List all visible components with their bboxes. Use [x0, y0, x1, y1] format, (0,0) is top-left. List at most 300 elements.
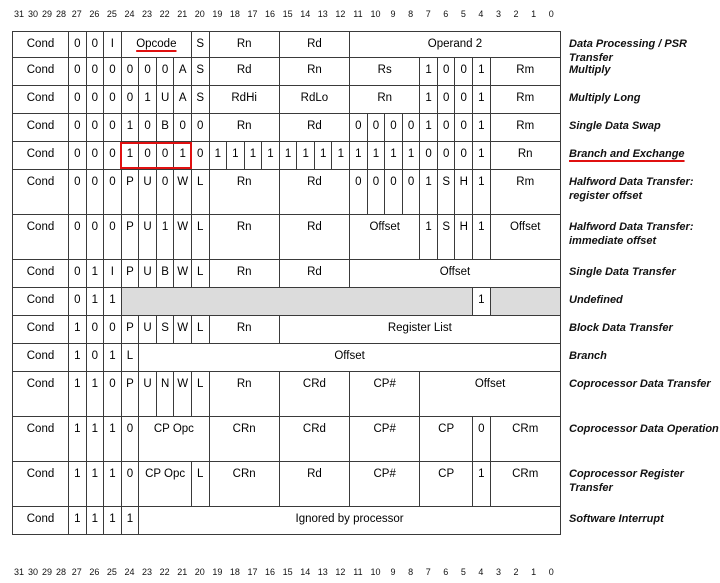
cond-field: [13, 288, 69, 316]
cond-field: [13, 344, 69, 372]
bit-field: [86, 142, 104, 170]
bit-number: 18: [229, 9, 240, 19]
bit-field: [121, 462, 139, 507]
bit-field: [121, 114, 139, 142]
field-text: CP: [438, 423, 455, 435]
field-text: 1: [74, 468, 81, 480]
field-text: Register List: [387, 322, 452, 334]
field-text: Cond: [26, 148, 55, 160]
field-text: Rm: [516, 176, 535, 188]
instruction-type-label: Multiply: [569, 64, 611, 76]
bit-number: 7: [425, 9, 431, 19]
bit-number: 7: [425, 567, 431, 577]
field-text: 1: [337, 148, 344, 160]
bit-number: 15: [282, 567, 293, 577]
bit-field: [279, 260, 349, 288]
field-text: W: [177, 221, 189, 233]
bit-field: [209, 32, 279, 58]
field-text: 1: [179, 148, 186, 160]
bit-field: [156, 260, 174, 288]
bit-field: [279, 372, 349, 417]
field-text: 1: [126, 148, 134, 160]
field-text: 0: [74, 266, 81, 278]
bit-number: 17: [247, 567, 258, 577]
bit-number: 13: [317, 9, 328, 19]
bit-number: 31: [13, 9, 24, 19]
field-text: U: [143, 266, 152, 278]
bit-field: [104, 372, 122, 417]
field-text: U: [143, 378, 152, 390]
bit-field: [156, 86, 174, 114]
bit-field: [332, 142, 350, 170]
field-text: Cond: [26, 350, 55, 362]
field-text: Cond: [26, 38, 55, 50]
bit-field: [139, 260, 157, 288]
bit-field: [473, 114, 491, 142]
bit-field: [209, 372, 279, 417]
bit-field: [279, 215, 349, 260]
bit-field: [86, 344, 104, 372]
bit-field: [279, 142, 297, 170]
bit-field: [69, 372, 87, 417]
cond-field: [13, 58, 69, 86]
bit-field: [139, 372, 157, 417]
field-text: 0: [179, 120, 186, 132]
field-text: 0: [91, 221, 99, 233]
field-text: W: [177, 378, 189, 390]
bit-field: [69, 344, 87, 372]
bit-field: [121, 507, 139, 535]
bit-field: [86, 507, 104, 535]
bit-field: [104, 316, 122, 344]
bit-field: [367, 142, 385, 170]
bit-field: [437, 86, 455, 114]
field-text: P: [126, 378, 134, 390]
field-text: 0: [91, 350, 99, 362]
field-text: 0: [161, 148, 169, 160]
field-text: CRm: [512, 423, 539, 435]
field-text: Rn: [236, 176, 252, 188]
bit-field: [174, 170, 192, 215]
bit-number: 24: [124, 9, 135, 19]
bit-field: [420, 114, 438, 142]
field-text: Rd: [307, 221, 322, 233]
bit-number: 5: [460, 9, 466, 19]
bit-field: [86, 372, 104, 417]
bit-field: [279, 32, 349, 58]
bit-field: [455, 170, 473, 215]
instruction-type-label: Block Data Transfer: [569, 322, 673, 334]
bit-field: [121, 142, 139, 170]
field-text: 1: [478, 92, 485, 104]
field-text: L: [197, 266, 204, 278]
field-text: 0: [442, 64, 450, 76]
field-text: 0: [355, 120, 362, 132]
encoding-row: [13, 32, 561, 58]
field-text: 1: [91, 468, 99, 480]
field-text: 0: [74, 120, 81, 132]
bit-field: [227, 142, 245, 170]
field-text: U: [160, 92, 170, 104]
bit-field: [350, 260, 561, 288]
bit-field: [350, 462, 420, 507]
bit-field: [174, 58, 192, 86]
field-text: 0: [74, 38, 81, 50]
bit-field: [437, 114, 455, 142]
bit-field: [350, 142, 368, 170]
undefined-bits-field: [490, 288, 560, 316]
bit-field: [69, 462, 87, 507]
bit-field: [473, 58, 491, 86]
bit-field: [385, 114, 403, 142]
bit-field: [455, 215, 473, 260]
bit-field: [156, 372, 174, 417]
field-text: Offset: [509, 221, 541, 233]
field-text: W: [177, 266, 189, 278]
bit-field: [69, 316, 87, 344]
field-text: Rd: [307, 468, 322, 480]
bit-number: 10: [370, 9, 381, 19]
bit-number: 6: [443, 567, 449, 577]
field-text: 1: [302, 148, 309, 160]
cond-field: [13, 114, 69, 142]
instruction-type-label: Single Data Transfer: [569, 266, 676, 278]
field-text: 0: [91, 322, 99, 334]
bit-field: [473, 86, 491, 114]
field-text: 0: [144, 64, 151, 76]
field-text: Rn: [236, 120, 252, 132]
field-text: 1: [74, 378, 81, 390]
field-text: Rn: [377, 92, 393, 104]
bit-number: 3: [495, 9, 501, 19]
field-text: S: [196, 38, 205, 50]
bit-field: [121, 86, 139, 114]
field-text: 1: [478, 294, 485, 306]
field-text: 1: [425, 64, 432, 76]
instruction-type-label: Halfword Data Transfer: immediate offset: [569, 221, 694, 247]
bit-field: [350, 417, 420, 462]
field-text: U: [143, 176, 152, 188]
field-text: Cond: [26, 322, 55, 334]
field-text: 1: [74, 513, 81, 525]
cond-field: [13, 170, 69, 215]
bit-field: [86, 417, 104, 462]
bit-number: 22: [159, 9, 170, 19]
field-text: B: [161, 120, 169, 132]
field-text: 1: [161, 221, 169, 233]
field-text: P: [126, 322, 134, 334]
bit-field: [69, 114, 87, 142]
bit-number: 4: [478, 567, 484, 577]
field-text: 0: [425, 148, 432, 160]
bit-field: [121, 58, 139, 86]
field-text: S: [196, 92, 205, 104]
encoding-row: [13, 462, 561, 507]
bit-number: 2: [513, 9, 519, 19]
bit-field: [279, 462, 349, 507]
bit-field: [86, 32, 104, 58]
cond-field: [13, 372, 69, 417]
field-text: 1: [109, 423, 116, 435]
field-text: 0: [126, 92, 134, 104]
encoding-row: [13, 260, 561, 288]
bit-field: [350, 372, 420, 417]
bit-number: 1: [531, 567, 537, 577]
bit-field: [121, 417, 139, 462]
bit-field: [156, 316, 174, 344]
field-text: CRd: [302, 423, 326, 435]
field-text: 1: [249, 148, 257, 160]
field-text: 0: [390, 120, 397, 132]
field-text: Rd: [236, 64, 252, 76]
field-text: 1: [267, 148, 274, 160]
field-text: 0: [109, 322, 116, 334]
bit-field: [191, 215, 209, 260]
field-text: 0: [407, 120, 415, 132]
bit-field: [420, 215, 438, 260]
field-text: 0: [372, 120, 380, 132]
encoding-row: [13, 170, 561, 215]
bit-field: [104, 344, 122, 372]
bit-number: 9: [390, 9, 396, 19]
bit-number: 11: [353, 9, 363, 19]
bit-field: [121, 32, 191, 58]
bit-field: [139, 417, 209, 462]
bit-number: 2: [513, 567, 519, 577]
encoding-row: [13, 114, 561, 142]
bit-number: 25: [106, 9, 117, 19]
instruction-type-label: Coprocessor Data Operation: [569, 423, 719, 435]
bit-number: 12: [335, 567, 346, 577]
bit-number: 15: [282, 9, 293, 19]
bit-number: 11: [353, 567, 363, 577]
bit-field: [473, 288, 491, 316]
field-text: 0: [460, 120, 467, 132]
field-text: 1: [74, 322, 81, 334]
field-text: 0: [372, 176, 380, 188]
field-text: 1: [478, 468, 485, 480]
bit-field: [86, 462, 104, 507]
bit-field: [174, 86, 192, 114]
field-text: Rn: [236, 266, 252, 278]
bit-field: [420, 170, 438, 215]
bit-field: [69, 32, 87, 58]
bit-field: [191, 86, 209, 114]
bit-number: 12: [335, 9, 346, 19]
bit-field: [191, 114, 209, 142]
field-text: P: [126, 266, 134, 278]
bit-field: [69, 86, 87, 114]
bit-field: [86, 58, 104, 86]
bit-number: 10: [370, 567, 381, 577]
bit-numbers-top: [0, 6, 560, 22]
field-text: 1: [425, 176, 432, 188]
bit-field: [350, 170, 368, 215]
field-text: Rn: [236, 221, 252, 233]
bit-field: [156, 114, 174, 142]
cond-field: [13, 462, 69, 507]
field-text: 0: [74, 294, 81, 306]
field-text: 0: [144, 148, 151, 160]
bit-number: 16: [265, 567, 276, 577]
bit-number: 3: [495, 567, 501, 577]
bit-field: [314, 142, 332, 170]
bit-field: [209, 316, 279, 344]
field-text: 1: [478, 120, 485, 132]
bit-field: [139, 215, 157, 260]
bit-field: [350, 86, 420, 114]
bit-field: [104, 507, 122, 535]
field-text: CRd: [302, 378, 326, 390]
field-text: 0: [161, 176, 169, 188]
field-text: 1: [109, 294, 116, 306]
instruction-type-label: Halfword Data Transfer: register offset: [569, 176, 694, 202]
bit-field: [350, 32, 561, 58]
bit-field: [473, 142, 491, 170]
bit-number: 21: [177, 9, 188, 19]
encoding-row: [13, 507, 561, 535]
cond-field: [13, 417, 69, 462]
instruction-type-label: Single Data Swap: [569, 120, 661, 132]
bit-field: [455, 86, 473, 114]
bit-field: [191, 316, 209, 344]
field-text: 1: [74, 423, 81, 435]
instruction-type-label: Branch: [569, 350, 607, 362]
field-text: L: [197, 176, 204, 188]
bit-field: [69, 142, 87, 170]
encoding-row: [13, 58, 561, 86]
field-text: 1: [425, 92, 432, 104]
field-text: 1: [478, 64, 485, 76]
field-text: 0: [407, 176, 415, 188]
bit-field: [139, 344, 561, 372]
field-text: 0: [197, 148, 204, 160]
bit-number: 31: [13, 567, 24, 577]
bit-field: [86, 170, 104, 215]
bit-field: [420, 372, 561, 417]
bit-number: 14: [300, 567, 311, 577]
field-text: S: [442, 176, 450, 188]
bit-field: [69, 170, 87, 215]
field-text: 1: [126, 120, 134, 132]
cond-field: [13, 86, 69, 114]
field-text: Rn: [307, 64, 322, 76]
field-text: Cond: [26, 92, 55, 104]
bit-field: [420, 462, 473, 507]
bit-field: [104, 32, 122, 58]
field-text: H: [459, 176, 468, 188]
field-text: Rn: [517, 148, 533, 160]
field-text: 0: [126, 468, 134, 480]
bit-field: [69, 507, 87, 535]
bit-field: [262, 142, 280, 170]
bit-field: [156, 142, 174, 170]
bit-field: [350, 114, 368, 142]
bit-field: [104, 58, 122, 86]
field-text: 0: [442, 120, 450, 132]
bit-field: [121, 344, 139, 372]
cond-field: [13, 507, 69, 535]
field-text: 0: [109, 64, 116, 76]
field-text: 0: [126, 423, 134, 435]
bit-number: 9: [390, 567, 396, 577]
field-text: A: [178, 64, 187, 76]
bit-number: 14: [300, 9, 311, 19]
bit-field: [86, 316, 104, 344]
field-text: Offset: [439, 266, 471, 278]
bit-number: 0: [548, 567, 554, 577]
bit-field: [455, 142, 473, 170]
field-text: 0: [91, 148, 99, 160]
field-text: 1: [74, 350, 81, 362]
instruction-type-label: Coprocessor Register Transfer: [569, 468, 684, 494]
field-text: Cond: [26, 266, 55, 278]
field-text: Rs: [377, 64, 392, 76]
bit-number: 8: [408, 9, 414, 19]
field-text: Opcode: [136, 38, 177, 50]
field-text: 0: [91, 92, 99, 104]
field-text: CP Opc: [153, 423, 194, 435]
field-text: 1: [214, 148, 222, 160]
bit-field: [490, 86, 560, 114]
bit-field: [209, 417, 279, 462]
field-text: 0: [109, 148, 116, 160]
bit-field: [139, 142, 157, 170]
bit-number: 26: [89, 567, 100, 577]
field-text: Rd: [307, 176, 322, 188]
field-text: I: [110, 266, 114, 278]
field-text: U: [143, 322, 152, 334]
bit-field: [104, 260, 122, 288]
bit-field: [437, 58, 455, 86]
bit-field: [156, 215, 174, 260]
bit-number: 1: [531, 9, 537, 19]
field-text: Cond: [26, 176, 55, 188]
bit-field: [104, 142, 122, 170]
field-text: 1: [425, 221, 432, 233]
bit-field: [174, 142, 192, 170]
bit-number: 0: [548, 9, 554, 19]
bit-number: 16: [265, 9, 276, 19]
field-text: Operand 2: [427, 38, 483, 50]
field-text: 0: [91, 38, 99, 50]
field-text: 0: [74, 221, 81, 233]
cond-field: [13, 142, 69, 170]
bit-number: 24: [124, 567, 135, 577]
field-text: 0: [74, 148, 81, 160]
instruction-encoding-table: [12, 31, 561, 535]
bit-field: [279, 316, 560, 344]
bit-number: 17: [247, 9, 258, 19]
field-text: 0: [91, 64, 99, 76]
bit-number: 20: [194, 9, 205, 19]
field-text: 1: [355, 148, 362, 160]
cond-field: [13, 32, 69, 58]
field-text: S: [161, 322, 169, 334]
field-text: 0: [144, 120, 151, 132]
bit-number: 29: [41, 9, 52, 19]
field-text: CRn: [232, 423, 256, 435]
field-text: 1: [144, 92, 151, 104]
field-text: 0: [442, 148, 450, 160]
bit-field: [104, 170, 122, 215]
field-text: CP Opc: [145, 468, 186, 480]
instruction-type-label: Undefined: [569, 294, 623, 306]
bit-field: [490, 114, 560, 142]
bit-number: 5: [460, 567, 466, 577]
field-text: 0: [126, 64, 134, 76]
bit-field: [156, 58, 174, 86]
